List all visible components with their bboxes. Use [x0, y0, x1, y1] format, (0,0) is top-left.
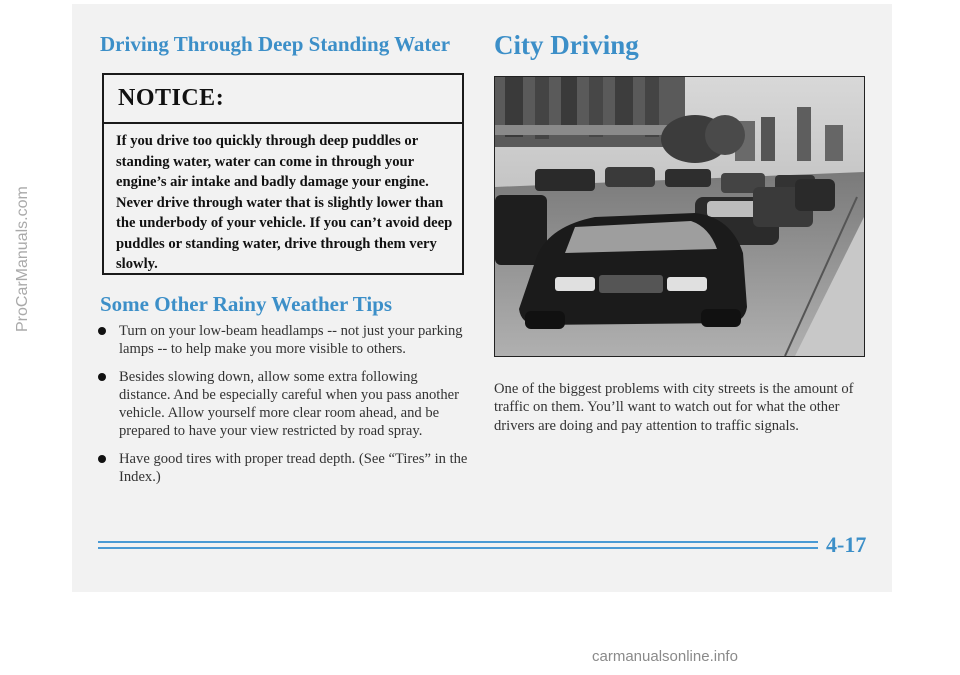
rainy-tips-list	[98, 322, 470, 495]
tip-text: Have good tires with proper tread depth. (See “Tires” in the Index.)	[119, 450, 468, 486]
section-heading-rainy-tips: Some Other Rainy Weather Tips	[100, 292, 393, 316]
section-heading-deep-water: Driving Through Deep Standing Water	[100, 32, 451, 56]
footer-rule-top	[98, 541, 818, 543]
city-traffic-photo	[494, 76, 865, 357]
side-watermark: ProCarManuals.com	[14, 186, 31, 332]
notice-title: NOTICE:	[118, 85, 225, 111]
list-item	[98, 450, 470, 487]
tip-text: Besides slowing down, allow some extra following distance. And be especially careful when you pass another vehicle. Allow yourself more clear room ahead, and be prepared to have your view restricted by road spray.	[119, 368, 459, 440]
notice-divider	[104, 122, 462, 124]
bullet-icon	[98, 455, 106, 463]
notice-body: If you drive too quickly through deep puddles or standing water, water can come in through your engine’s air intake and badly damage your engine. Never drive through water that is slightly lower than the underbody of your vehicle. If you can’t avoid deep puddles or standing water, drive through them very slowly.	[116, 133, 453, 272]
bullet-icon	[98, 373, 106, 381]
city-traffic-illustration	[495, 77, 864, 356]
bottom-watermark: carmanualsonline.info	[592, 648, 738, 665]
list-item	[98, 322, 470, 359]
notice-box	[102, 73, 464, 275]
footer-rule-bottom	[98, 547, 818, 549]
page-number: 4-17	[826, 532, 867, 557]
tip-text: Turn on your low-beam headlamps -- not just your parking lamps -- to help make you more visible to others.	[119, 323, 463, 358]
bullet-icon	[98, 327, 106, 335]
list-item	[98, 368, 470, 441]
city-driving-caption: One of the biggest problems with city streets is the amount of traffic on them. You’ll want to watch out for what the other drivers are doing and pay attention to traffic signals.	[494, 381, 854, 434]
section-heading-city-driving: City Driving	[494, 30, 639, 60]
